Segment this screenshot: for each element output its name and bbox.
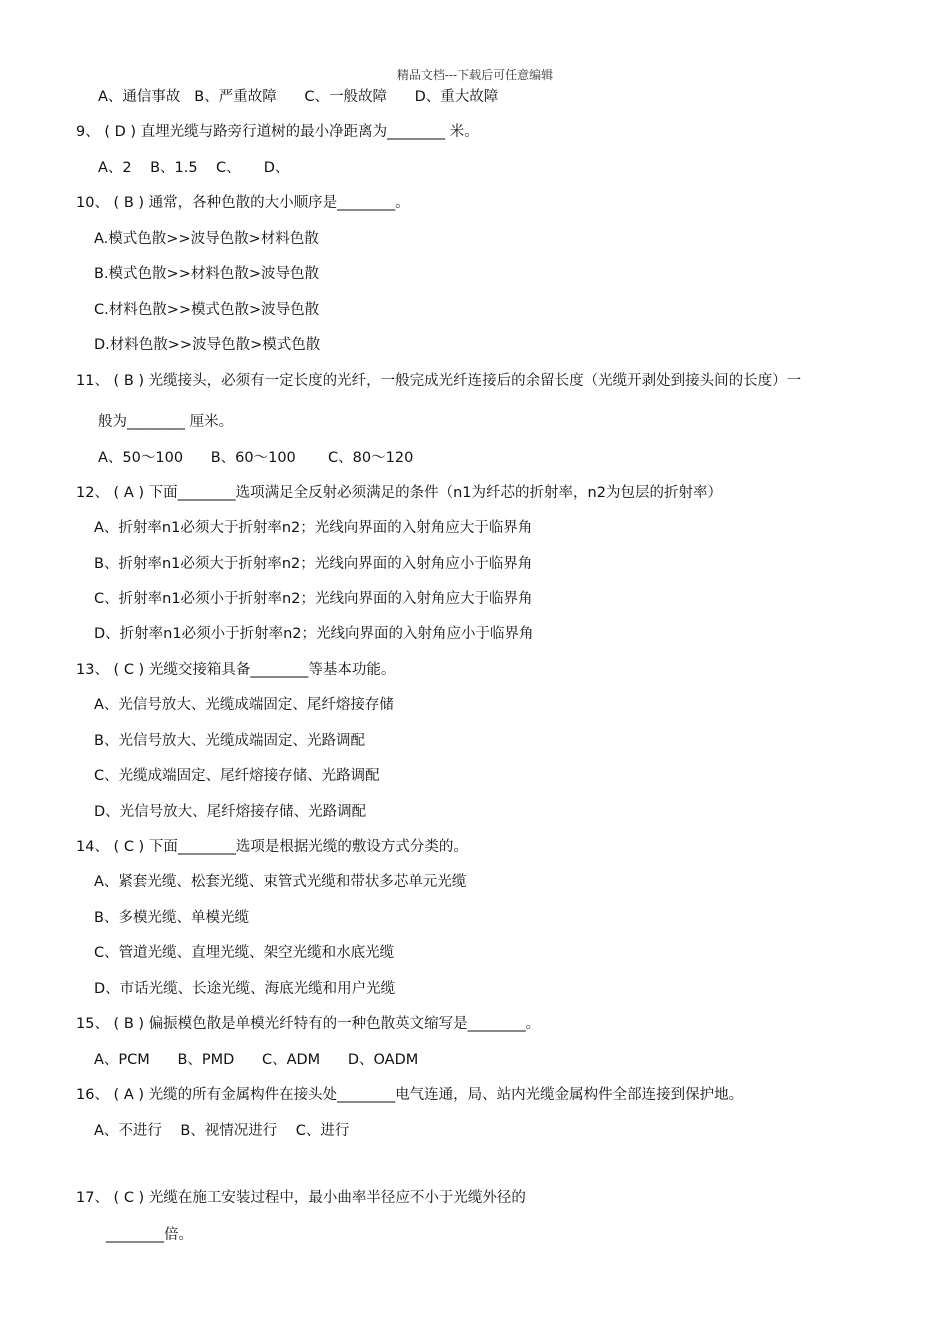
- q17-question-cont: ________倍。: [106, 1227, 193, 1243]
- q16-options: A、不进行 B、视情况进行 C、进行: [94, 1123, 350, 1139]
- q13-option-b: B、光信号放大、光缆成端固定、光路调配: [94, 733, 365, 749]
- page-header: 精品文档---下载后可任意编辑: [396, 68, 554, 82]
- q14-question: 14、 ( C ) 下面________选项是根据光缆的敷设方式分类的。: [76, 839, 468, 855]
- q11-question: 11、 ( B ) 光缆接头，必须有一定长度的光纤，一般完成光纤连接后的余留长度（光缆开剥处到接头间的长度）一: [76, 373, 802, 389]
- q10-question: 10、 ( B ) 通常，各种色散的大小顺序是________。: [76, 195, 410, 211]
- q13-option-d: D、光信号放大、尾纤熔接存储、光路调配: [94, 804, 367, 820]
- q15-options: A、PCM B、PMD C、ADM D、OADM: [94, 1052, 419, 1068]
- q12-option-c: C、折射率n1必须小于折射率n2；光线向界面的入射角应大于临界角: [94, 591, 533, 607]
- q12-option-b: B、折射率n1必须大于折射率n2；光线向界面的入射角应小于临界角: [94, 556, 533, 572]
- q14-option-a: A、紧套光缆、松套光缆、束管式光缆和带状多芯单元光缆: [94, 874, 467, 890]
- q17-question: 17、 ( C ) 光缆在施工安装过程中，最小曲率半径应不小于光缆外径的: [76, 1190, 526, 1206]
- q13-question: 13、 ( C ) 光缆交接箱具备________等基本功能。: [76, 662, 396, 678]
- q10-option-a: A.模式色散>>波导色散>材料色散: [94, 231, 319, 247]
- q10-option-c: C.材料色散>>模式色散>波导色散: [94, 302, 320, 318]
- q13-option-c: C、光缆成端固定、尾纤熔接存储、光路调配: [94, 768, 380, 784]
- q16-question: 16、 ( A ) 光缆的所有金属构件在接头处________电气连通，局、站内光缆金属构件全部连接到保护地。: [76, 1087, 744, 1103]
- q13-option-a: A、光信号放大、光缆成端固定、尾纤熔接存储: [94, 697, 394, 713]
- q14-option-b: B、多模光缆、单模光缆: [94, 910, 249, 926]
- q9-options: A、2 B、1.5 C、 D、: [98, 160, 290, 176]
- q12-option-d: D、折射率n1必须小于折射率n2；光线向界面的入射角应小于临界角: [94, 626, 534, 642]
- q11-options: A、50～100 B、60～100 C、80～120: [98, 450, 414, 466]
- q14-option-d: D、市话光缆、长途光缆、海底光缆和用户光缆: [94, 981, 396, 997]
- q12-option-a: A、折射率n1必须大于折射率n2；光线向界面的入射角应大于临界角: [94, 520, 533, 536]
- q10-option-b: B.模式色散>>材料色散>波导色散: [94, 266, 320, 282]
- q15-question: 15、 ( B ) 偏振模色散是单模光纤特有的一种色散英文缩写是________。: [76, 1016, 541, 1032]
- q9-question: 9、 ( D ) 直埋光缆与路旁行道树的最小净距离为________ 米。: [76, 124, 479, 140]
- q11-question-cont: 般为________ 厘米。: [98, 414, 234, 430]
- q8-options: A、通信事故 B、严重故障 C、一般故障 D、重大故障: [98, 89, 499, 105]
- q12-question: 12、 ( A ) 下面________选项满足全反射必须满足的条件（n1为纤芯的折射率，n2为包层的折射率）: [76, 485, 722, 501]
- q10-option-d: D.材料色散>>波导色散>模式色散: [94, 337, 321, 353]
- q14-option-c: C、管道光缆、直埋光缆、架空光缆和水底光缆: [94, 945, 395, 961]
